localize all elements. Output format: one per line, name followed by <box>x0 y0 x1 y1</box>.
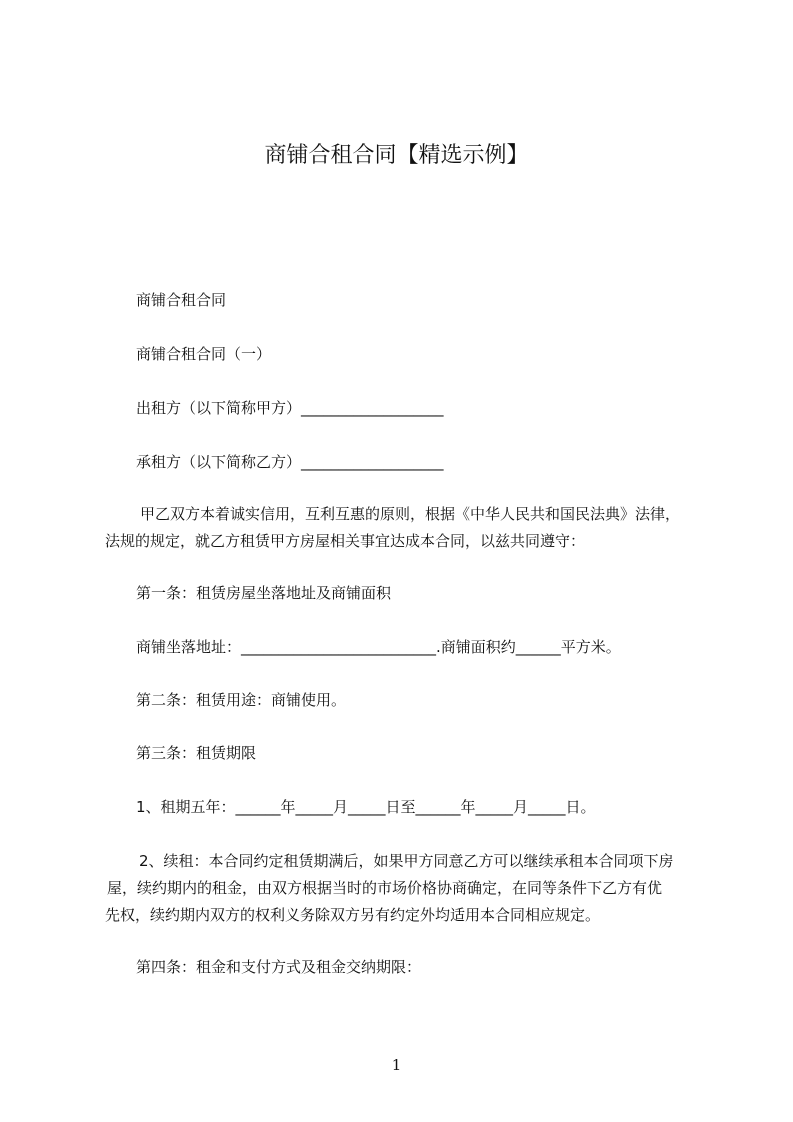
article-2-heading: 第二条：租赁用途：商铺使用。 <box>136 691 347 709</box>
heading-contract-one: 商铺合租合同（一） <box>136 345 272 363</box>
article-4-heading: 第四条：租金和支付方式及租金交纳期限： <box>136 958 422 976</box>
article-1-heading: 第一条：租赁房屋坐落地址及商铺面积 <box>136 584 392 602</box>
document-title: 商铺合租合同【精选示例】 <box>264 143 529 168</box>
lessor-line: 出租方（以下简称甲方）___________________ <box>136 399 444 417</box>
preamble-line-2: 法规的规定，就乙方租赁甲方房屋相关事宜达成本合同，以兹共同遵守： <box>105 532 586 550</box>
shop-address-line: 商铺坐落地址：__________________________.商铺面积约______平方米。 <box>136 638 621 656</box>
renewal-line-3: 先权，续约期内双方的权利义务除双方另有约定外均适用本合同相应规定。 <box>105 906 601 924</box>
heading-contract: 商铺合租合同 <box>136 291 227 309</box>
renewal-line-1: 2、续租：本合同约定租赁期满后，如果甲方同意乙方可以继续承租本合同项下房 <box>139 852 674 870</box>
lessee-line: 承租方（以下简称乙方）___________________ <box>136 453 444 471</box>
page-number: 1 <box>391 1056 402 1074</box>
preamble-line-1: 甲乙双方本着诚实信用，互利互惠的原则，根据《中华人民共和国民法典》法律， <box>140 505 681 523</box>
article-3-heading: 第三条：租赁期限 <box>136 744 257 762</box>
lease-term-line: 1、租期五年：______年_____月_____日至______年_____月_____日。 <box>136 798 596 816</box>
renewal-line-2: 屋，续约期内的租金，由双方根据当时的市场价格协商确定，在同等条件下乙方有优 <box>107 879 663 897</box>
